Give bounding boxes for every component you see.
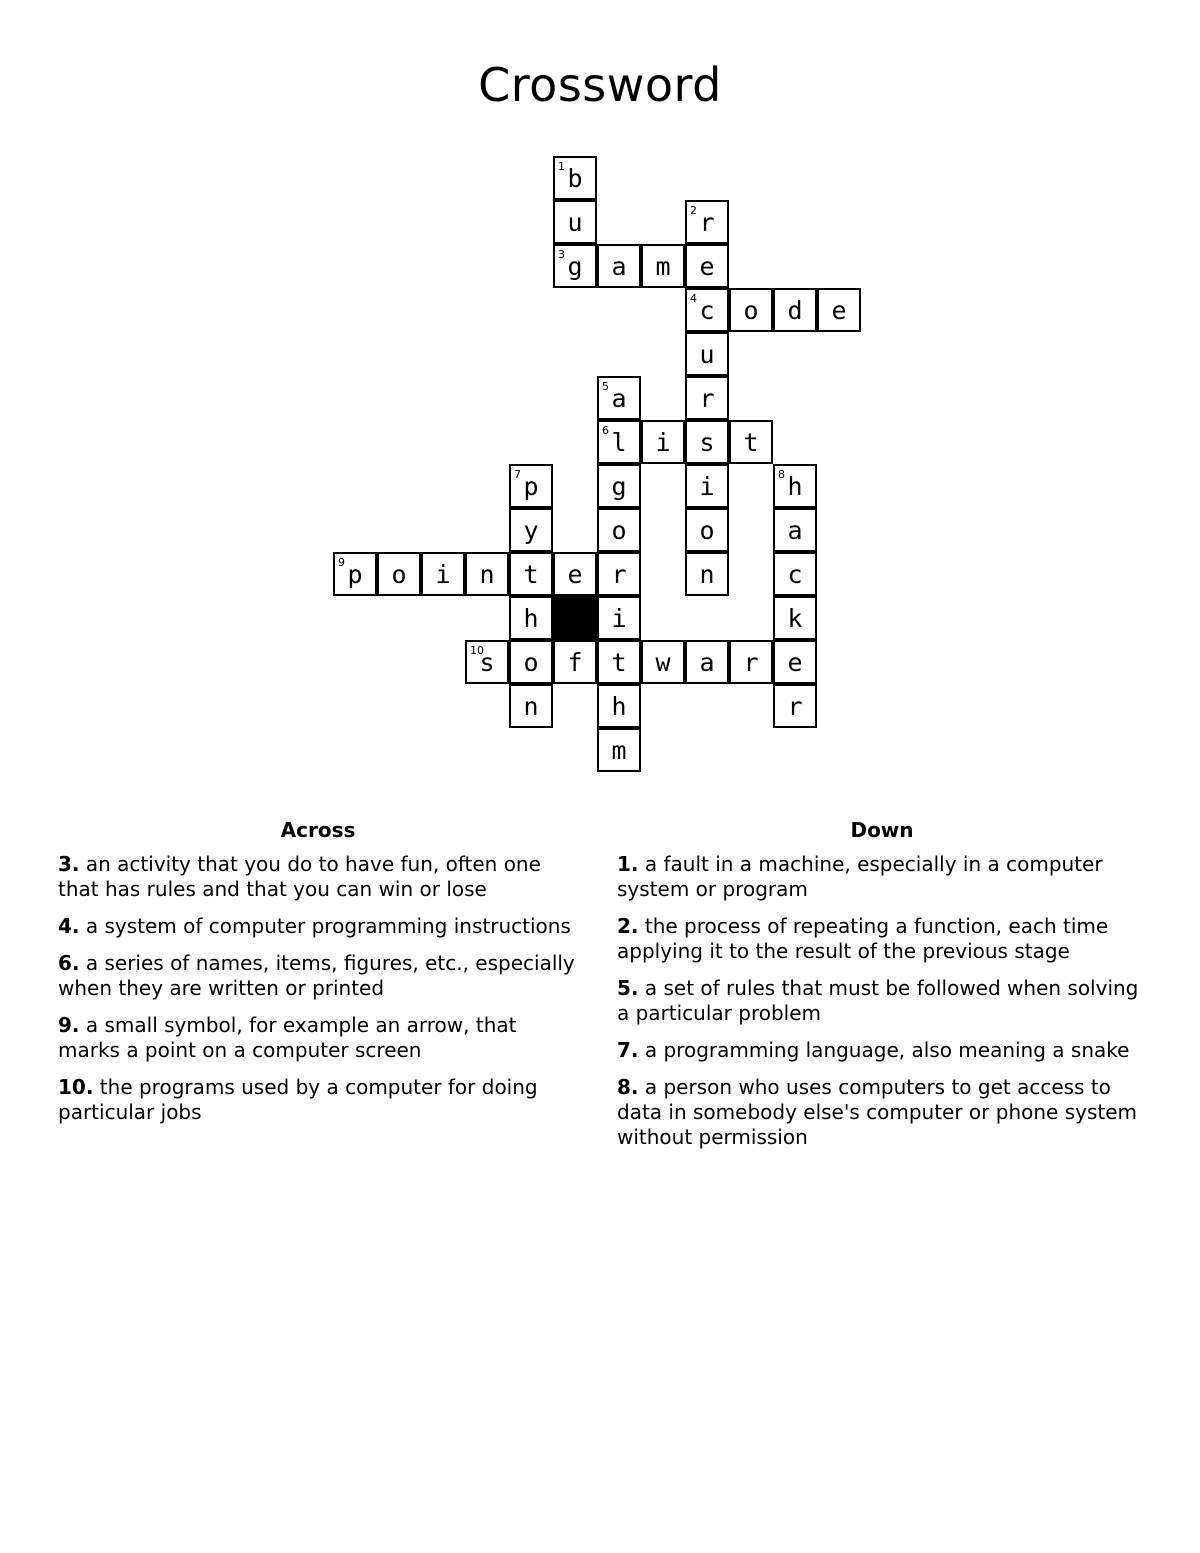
grid-cell <box>509 640 553 684</box>
grid-cell <box>509 464 553 508</box>
grid-cell <box>333 552 377 596</box>
grid-cell <box>421 552 465 596</box>
down-clue <box>617 1075 1147 1150</box>
cell-letter: b <box>567 164 583 193</box>
down-clue <box>617 1038 1147 1063</box>
grid-cell <box>685 640 729 684</box>
cell-letter: a <box>611 384 627 413</box>
grid-cell <box>509 684 553 728</box>
grid-cell <box>465 552 509 596</box>
across-clue <box>58 1075 578 1125</box>
clue-text: the programs used by a computer for doing particular jobs <box>58 1075 538 1124</box>
grid-cell <box>685 200 729 244</box>
cell-letter: m <box>655 252 671 281</box>
cell-letter: o <box>611 516 627 545</box>
down-clue <box>617 914 1147 964</box>
grid-cell <box>729 640 773 684</box>
grid-cell <box>773 508 817 552</box>
cell-letter: i <box>611 604 627 633</box>
grid-cell <box>773 684 817 728</box>
cell-letter: e <box>567 560 583 589</box>
cell-letter: a <box>611 252 627 281</box>
grid-cell <box>553 552 597 596</box>
cell-letter: n <box>479 560 495 589</box>
grid-cell <box>729 288 773 332</box>
clue-number: 1. <box>617 852 639 876</box>
cell-letter: l <box>611 428 627 457</box>
cell-letter: o <box>699 516 715 545</box>
clue-number: 8 <box>778 468 785 481</box>
cell-letter: f <box>567 648 583 677</box>
cell-letter: k <box>787 604 803 633</box>
grid-cell <box>773 464 817 508</box>
grid-cell <box>553 244 597 288</box>
grid-cell <box>597 552 641 596</box>
clue-text: a programming language, also meaning a snake <box>644 1038 1130 1062</box>
grid-cell <box>597 420 641 464</box>
across-clue <box>58 914 578 939</box>
across-heading: Across <box>280 818 356 842</box>
clue-number: 6. <box>58 951 80 975</box>
cell-letter: t <box>523 560 539 589</box>
down-clue <box>617 976 1147 1026</box>
clue-number: 9 <box>338 556 345 569</box>
grid-cell <box>509 552 553 596</box>
down-heading: Down <box>850 818 914 842</box>
grid-cell <box>641 420 685 464</box>
clue-number: 4 <box>690 292 697 305</box>
grid-cell <box>597 244 641 288</box>
cell-letter: o <box>743 296 759 325</box>
cell-letter: p <box>347 560 363 589</box>
cell-letter: c <box>699 296 715 325</box>
cell-letter: n <box>699 560 715 589</box>
cell-letter: r <box>787 692 803 721</box>
down-clues <box>617 818 1147 1162</box>
grid-cell <box>641 244 685 288</box>
cell-letter: h <box>523 604 539 633</box>
grid-cell <box>685 508 729 552</box>
cell-letter: a <box>699 648 715 677</box>
clue-number: 2. <box>617 914 639 938</box>
grid-cell <box>685 420 729 464</box>
grid-block-cell <box>553 596 597 640</box>
grid-cell <box>553 640 597 684</box>
cell-letter: h <box>611 692 627 721</box>
clue-text: the process of repeating a function, each time applying it to the result of the previous stage <box>617 914 1109 963</box>
clue-text: a set of rules that must be followed when solving a particular problem <box>617 976 1139 1025</box>
grid-cell <box>553 156 597 200</box>
grid-cell <box>817 288 861 332</box>
clue-number: 4. <box>58 914 80 938</box>
cell-letter: u <box>699 340 715 369</box>
cell-letter: p <box>523 472 539 501</box>
cell-letter: m <box>611 736 627 765</box>
cell-letter: i <box>699 472 715 501</box>
grid-cell <box>685 332 729 376</box>
grid-cell <box>597 596 641 640</box>
clue-number: 6 <box>602 424 609 437</box>
clue-number: 5 <box>602 380 609 393</box>
cell-letter: g <box>611 472 627 501</box>
cell-letter: i <box>655 428 671 457</box>
clue-number: 3. <box>58 852 80 876</box>
clue-text: a person who uses computers to get access to data in somebody else's computer or phone system without permission <box>617 1075 1137 1149</box>
grid-cell <box>685 552 729 596</box>
cell-letter: c <box>787 560 803 589</box>
clue-number: 9. <box>58 1013 80 1037</box>
clue-number: 7 <box>514 468 521 481</box>
clue-text: a system of computer programming instructions <box>85 914 571 938</box>
grid-cell <box>597 640 641 684</box>
grid-cell <box>685 464 729 508</box>
clue-text: a small symbol, for example an arrow, that marks a point on a computer screen <box>58 1013 517 1062</box>
cell-letter: h <box>787 472 803 501</box>
clue-number: 7. <box>617 1038 639 1062</box>
grid-cell <box>509 596 553 640</box>
page-title: Crossword <box>478 58 722 112</box>
grid-cell <box>685 376 729 420</box>
across-clue <box>58 1013 578 1063</box>
clue-text: a series of names, items, figures, etc., especially when they are written or printed <box>58 951 575 1000</box>
cell-letter: r <box>743 648 759 677</box>
down-clue <box>617 852 1147 902</box>
grid-cell <box>377 552 421 596</box>
cell-letter: d <box>787 296 803 325</box>
cell-letter: o <box>391 560 407 589</box>
grid-cell <box>773 288 817 332</box>
cell-letter: w <box>655 648 671 677</box>
cell-letter: u <box>567 208 583 237</box>
clue-number: 10 <box>470 644 484 657</box>
cell-letter: i <box>435 560 451 589</box>
clue-number: 3 <box>558 248 565 261</box>
grid-cell <box>773 596 817 640</box>
cell-letter: o <box>523 648 539 677</box>
cell-letter: r <box>611 560 627 589</box>
grid-cell <box>597 376 641 420</box>
clue-text: an activity that you do to have fun, often one that has rules and that you can win or lose <box>58 852 541 901</box>
cell-letter: e <box>699 252 715 281</box>
grid-cell <box>597 508 641 552</box>
grid-cell <box>509 508 553 552</box>
clue-number: 8. <box>617 1075 639 1099</box>
cell-letter: s <box>479 648 495 677</box>
grid-cell <box>773 552 817 596</box>
grid-cell <box>465 640 509 684</box>
cell-letter: y <box>523 516 539 545</box>
grid-cell <box>729 420 773 464</box>
cell-letter: e <box>831 296 847 325</box>
clue-number: 10. <box>58 1075 94 1099</box>
grid-cell <box>597 464 641 508</box>
clue-text: a fault in a machine, especially in a computer system or program <box>617 852 1103 901</box>
grid-cell <box>597 684 641 728</box>
cell-letter: e <box>787 648 803 677</box>
grid-cell <box>641 640 685 684</box>
across-clue <box>58 852 578 902</box>
cell-letter: n <box>523 692 539 721</box>
cell-letter: s <box>699 428 715 457</box>
cell-letter: t <box>743 428 759 457</box>
cell-letter: a <box>787 516 803 545</box>
grid-cell <box>685 288 729 332</box>
across-clues <box>58 818 578 1137</box>
cell-letter: t <box>611 648 627 677</box>
grid-cell <box>597 728 641 772</box>
clue-number: 1 <box>558 160 565 173</box>
grid-cell <box>773 640 817 684</box>
grid-cell <box>553 200 597 244</box>
clue-number: 5. <box>617 976 639 1000</box>
cell-letter: r <box>699 208 715 237</box>
across-clue <box>58 951 578 1001</box>
grid-cell <box>685 244 729 288</box>
clue-number: 2 <box>690 204 697 217</box>
cell-letter: g <box>567 252 583 281</box>
cell-letter: r <box>699 384 715 413</box>
